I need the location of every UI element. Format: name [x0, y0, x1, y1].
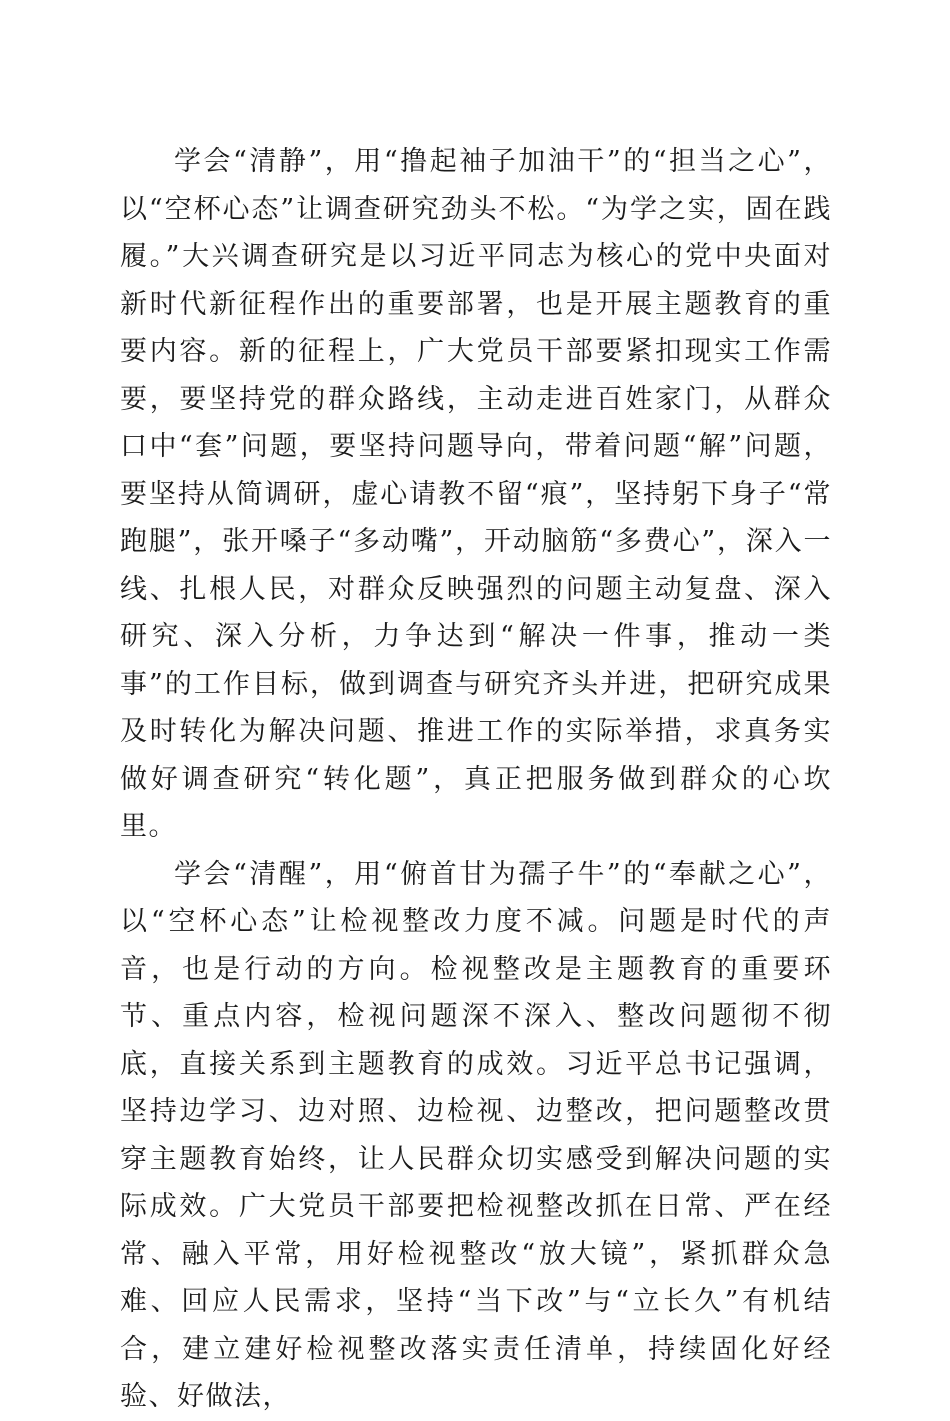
paragraph-inspection-rectification: 学会“清醒”，用“俯首甘为孺子牛”的“奉献之心”，以“空杯心态”让检视整改力度不减。问题是时代的声音，也是行动的方向。检视整改是主题教育的重要环节、重点内容，检视问题深不深入、整改问题彻不彻底，直接关系到主题教育的成效。习近平总书记强调，坚持边学习、边对照、边检视、边整改，把问题整改贯穿主题教育始终，让人民群众切实感受到解决问题的实际成效。广大党员干部要把检视整改抓在日常、严在经常、融入平常，用好检视整改“放大镜”，紧抓群众急难、回应人民需求，坚持“当下改”与“立长久”有机结合，建立建好检视整改落实责任清单，持续固化好经验、好做法， [120, 858, 832, 1412]
body-text [120, 138, 832, 1421]
paragraph-investigation-research: 学会“清静”，用“撸起袖子加油干”的“担当之心”，以“空杯心态”让调查研究劲头不松。“为学之实，固在践履。”大兴调查研究是以习近平同志为核心的党中央面对新时代新征程作出的重要部署，也是开展主题教育的重要内容。新的征程上，广大党员干部要紧扣现实工作需要，要坚持党的群众路线，主动走进百姓家门，从群众口中“套”问题，要坚持问题导向，带着问题“解”问题，要坚持从简调研，虚心请教不留“痕”，坚持躬下身子“常跑腿”，张开嗓子“多动嘴”，开动脑筋“多费心”，深入一线、扎根人民，对群众反映强烈的问题主动复盘、深入研究、深入分析，力争达到“解决一件事，推动一类事”的工作目标，做到调查与研究齐头并进，把研究成果及时转化为解决问题、推进工作的实际举措，求真务实做好调查研究“转化题”，真正把服务做到群众的心坎里。 [120, 146, 832, 842]
